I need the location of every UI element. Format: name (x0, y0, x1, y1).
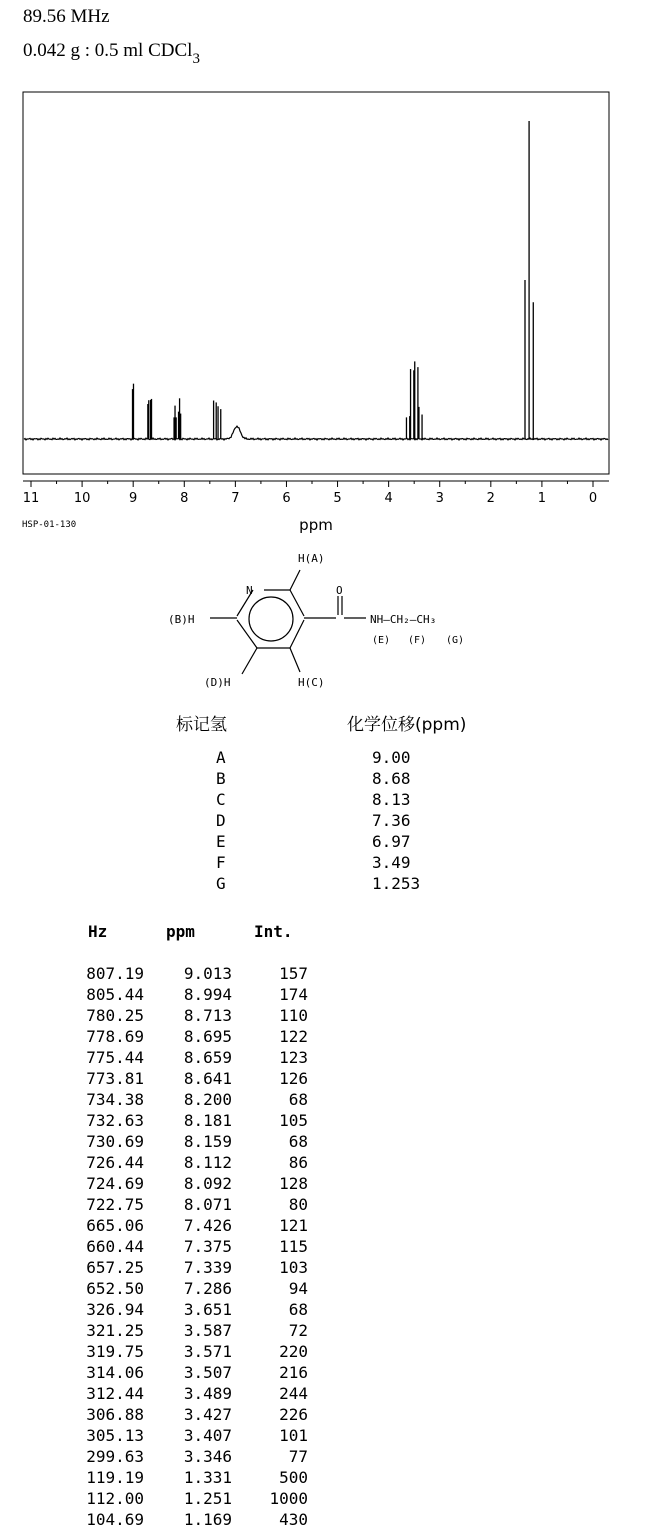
peak-int-cell: 500 (279, 1468, 308, 1487)
peak-int-cell: 105 (279, 1111, 308, 1130)
peak-ppm-cell: 3.489 (183, 1384, 232, 1403)
peak-ppm-cell: 8.181 (183, 1111, 232, 1130)
assignment-proton-label: G (216, 874, 226, 893)
peak-hz-cell: 314.06 (86, 1363, 144, 1382)
peak-header-ppm: ppm (166, 922, 195, 941)
x-ticks (23, 481, 597, 506)
peak-hz-cell: 724.69 (86, 1174, 144, 1193)
peak-ppm-cell: 8.713 (183, 1006, 232, 1025)
h-c-label: H(C) (298, 676, 325, 689)
g-label: (G) (446, 635, 465, 646)
peak-int-cell: 86 (288, 1153, 308, 1172)
peak-hz-cell: 119.19 (86, 1468, 144, 1487)
peak-int-cell: 244 (279, 1384, 308, 1403)
peak-hz-cell: 807.19 (86, 964, 144, 983)
peak-ppm-cell: 3.651 (183, 1300, 232, 1319)
peak-int-cell: 103 (279, 1258, 308, 1277)
sample-text: 0.042 g : 0.5 ml CDCl (23, 40, 193, 61)
peak-int-cell: 110 (279, 1006, 308, 1025)
peak-ppm-cell: 8.200 (183, 1090, 232, 1109)
sample-subscript: 3 (192, 51, 200, 67)
carbonyl-oxygen: O (336, 584, 343, 597)
peak-int-cell: 94 (288, 1279, 308, 1298)
assignment-proton-label: D (216, 811, 226, 830)
peak-ppm-cell: 3.587 (183, 1321, 232, 1340)
peak-ppm-cell: 8.641 (183, 1069, 232, 1088)
peak-ppm-cell: 1.331 (183, 1468, 232, 1487)
x-tick-label: 3 (435, 491, 444, 506)
peak-int-cell: 77 (288, 1447, 308, 1466)
peak-hz-cell: 726.44 (86, 1153, 144, 1172)
pyridine-ring (237, 590, 304, 648)
peak-hz-cell: 734.38 (86, 1090, 144, 1109)
x-tick-label: 6 (282, 491, 291, 506)
peak-ppm-cell: 1.169 (183, 1510, 232, 1529)
peak-int-cell: 121 (279, 1216, 308, 1235)
x-tick-label: 2 (486, 491, 495, 506)
assignment-proton-label: C (216, 790, 226, 809)
peak-header-int: Int. (254, 922, 293, 941)
x-tick-label: 9 (129, 491, 138, 506)
peak-hz-cell: 657.25 (86, 1258, 144, 1277)
peak-ppm-cell: 9.013 (183, 964, 232, 983)
peak-ppm-cell: 8.659 (183, 1048, 232, 1067)
peak-int-cell: 157 (279, 964, 308, 983)
x-tick-label: 8 (180, 491, 189, 506)
peak-lines (133, 121, 534, 439)
assignment-header-shift: 化学位移(ppm) (347, 715, 467, 735)
peak-ppm-cell: 7.375 (183, 1237, 232, 1256)
peak-ppm-cell: 8.159 (183, 1132, 232, 1151)
peak-int-cell: 430 (279, 1510, 308, 1529)
assignment-proton-label: F (216, 853, 226, 872)
molecule-structure (160, 548, 490, 698)
peak-ppm-cell: 7.426 (183, 1216, 232, 1235)
peak-ppm-cell: 3.427 (183, 1405, 232, 1424)
peak-hz-cell: 306.88 (86, 1405, 144, 1424)
x-tick-label: 5 (333, 491, 342, 506)
assignment-proton-label: E (216, 832, 226, 851)
peak-int-cell: 226 (279, 1405, 308, 1424)
peak-hz-cell: 665.06 (86, 1216, 144, 1235)
aromatic-circle (249, 597, 293, 641)
peak-hz-cell: 319.75 (86, 1342, 144, 1361)
peak-int-cell: 126 (279, 1069, 308, 1088)
f-label: (F) (408, 635, 427, 646)
peak-hz-cell: 104.69 (86, 1510, 144, 1529)
plot-frame (23, 92, 609, 474)
peak-hz-cell: 780.25 (86, 1006, 144, 1025)
peak-ppm-cell: 3.346 (183, 1447, 232, 1466)
h-d-label: (D)H (204, 676, 231, 689)
assignment-shift-value: 9.00 (372, 748, 411, 767)
peak-hz-cell: 730.69 (86, 1132, 144, 1151)
peak-hz-cell: 660.44 (86, 1237, 144, 1256)
peak-hz-cell: 321.25 (86, 1321, 144, 1340)
peak-ppm-cell: 1.251 (183, 1489, 232, 1508)
peak-ppm-cell: 8.695 (183, 1027, 232, 1046)
peak-hz-cell: 299.63 (86, 1447, 144, 1466)
peak-ppm-cell: 7.286 (183, 1279, 232, 1298)
peak-hz-cell: 312.44 (86, 1384, 144, 1403)
e-label: (E) (372, 635, 391, 646)
amide-chain: NH—CH₂—CH₃ (370, 613, 437, 626)
peak-int-cell: 68 (288, 1300, 308, 1319)
peak-hz-cell: 773.81 (86, 1069, 144, 1088)
assignment-shift-value: 1.253 (372, 874, 421, 893)
peak-int-cell: 101 (279, 1426, 308, 1445)
peak-int-cell: 68 (288, 1090, 308, 1109)
peak-ppm-cell: 8.092 (183, 1174, 232, 1193)
x-tick-label: 4 (384, 491, 393, 506)
peak-ppm-cell: 8.994 (183, 985, 232, 1004)
x-tick-label: 1 (537, 491, 547, 506)
assignment-shift-value: 8.13 (372, 790, 411, 809)
assignment-proton-label: B (216, 769, 226, 788)
peak-int-cell: 68 (288, 1132, 308, 1151)
assignment-shift-value: 7.36 (372, 811, 411, 830)
spectrometer-frequency: 89.56 MHz (23, 6, 110, 27)
x-axis-label: ppm (299, 516, 333, 534)
peak-hz-cell: 326.94 (86, 1300, 144, 1319)
peak-ppm-cell: 3.407 (183, 1426, 232, 1445)
peak-hz-cell: 775.44 (86, 1048, 144, 1067)
assignment-header-label: 标记氢 (176, 715, 227, 735)
assignment-proton-label: A (216, 748, 226, 767)
h-b-label: (B)H (168, 613, 195, 626)
x-tick-label: 10 (73, 491, 91, 506)
peak-int-cell: 123 (279, 1048, 308, 1067)
peak-ppm-cell: 7.339 (183, 1258, 232, 1277)
assignment-shift-value: 6.97 (372, 832, 411, 851)
peak-hz-cell: 112.00 (86, 1489, 144, 1508)
h-a-label: H(A) (298, 552, 325, 565)
x-tick-label: 11 (22, 491, 40, 506)
peak-ppm-cell: 3.507 (183, 1363, 232, 1382)
spectrum-code: HSP-01-130 (22, 520, 77, 530)
peak-hz-cell: 652.50 (86, 1279, 144, 1298)
ring-nitrogen: N (246, 584, 253, 597)
peak-header-hz: Hz (88, 922, 108, 941)
peak-int-cell: 1000 (269, 1489, 308, 1508)
peak-int-cell: 174 (279, 985, 308, 1004)
peak-int-cell: 72 (288, 1321, 308, 1340)
peak-int-cell: 128 (279, 1174, 308, 1193)
assignment-shift-value: 8.68 (372, 769, 411, 788)
peak-hz-cell: 732.63 (86, 1111, 144, 1130)
peak-int-cell: 220 (279, 1342, 308, 1361)
peak-int-cell: 115 (279, 1237, 308, 1256)
nmr-spectrum-chart (0, 0, 652, 540)
assignment-shift-value: 3.49 (372, 853, 411, 872)
peak-int-cell: 216 (279, 1363, 308, 1382)
peak-ppm-cell: 8.112 (183, 1153, 232, 1172)
peak-int-cell: 80 (288, 1195, 308, 1214)
peak-hz-cell: 722.75 (86, 1195, 144, 1214)
peak-hz-cell: 305.13 (86, 1426, 144, 1445)
spectrum-baseline (24, 426, 608, 440)
peak-ppm-cell: 8.071 (183, 1195, 232, 1214)
x-tick-label: 0 (588, 491, 598, 506)
peak-int-cell: 122 (279, 1027, 308, 1046)
peak-hz-cell: 805.44 (86, 985, 144, 1004)
peak-hz-cell: 778.69 (86, 1027, 144, 1046)
x-tick-label: 7 (231, 491, 240, 506)
peak-ppm-cell: 3.571 (183, 1342, 232, 1361)
